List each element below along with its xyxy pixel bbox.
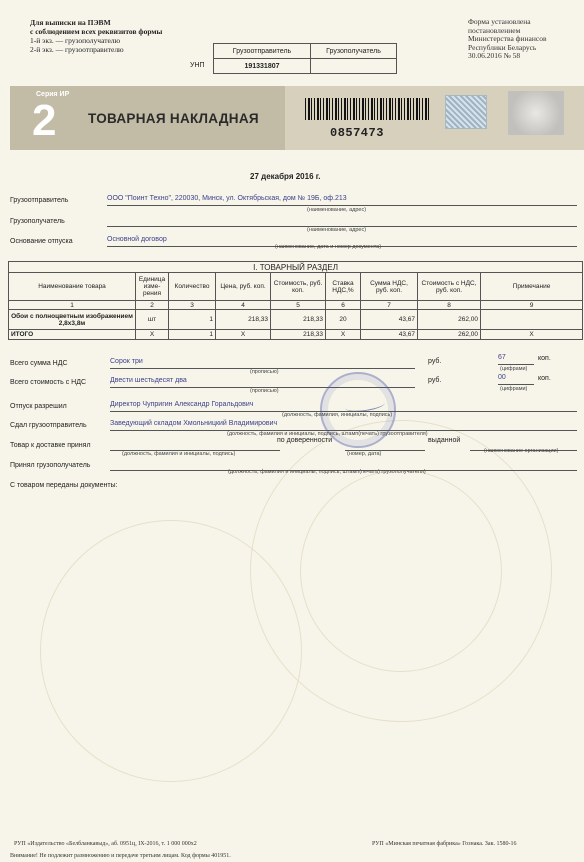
document-date: 27 декабря 2016 г. [250, 172, 321, 181]
basis-value: Основной договор [107, 236, 577, 247]
total-quantity: 1 [169, 330, 216, 340]
unp-table [213, 43, 397, 74]
received-label: Принял грузополучатель [10, 462, 91, 469]
barcode-icon [305, 98, 430, 120]
sum-total-label: Всего стоимость с НДС [10, 379, 87, 386]
copy1-line: 1-й экз. — грузополучателю [30, 36, 121, 45]
allowed-value: Директор Чупригин Александр Горальдович [110, 401, 577, 412]
cell-vat-rate: 20 [326, 310, 361, 330]
unp-col-consignee: Грузополучатель [311, 44, 397, 59]
shipper-value: ООО "Поинт Техно", 220030, Минск, ул. Октябрьская, дом № 19Б, оф.213 [107, 195, 577, 206]
goods-table [8, 261, 583, 340]
basis-label: Основание отпуска [10, 238, 73, 245]
table-row [9, 310, 583, 330]
sum-total-words: Двести шестьдесят два [110, 377, 415, 388]
header-quantity: Количество [169, 273, 216, 301]
unp-consignee-value [311, 59, 397, 74]
form-line5: 30.06.2016 № 58 [468, 51, 521, 60]
series-label: Серия ИР [36, 91, 70, 98]
header-name: Наименование товара [9, 273, 136, 301]
accepted-hint-org: (наименование организации) [484, 448, 559, 454]
consignee-hint: (наименование, адрес) [307, 227, 367, 233]
accepted-hint-number: (номер, дата) [347, 451, 382, 457]
cell-cost: 218,33 [271, 310, 326, 330]
unp-col-shipper: Грузоотправитель [214, 44, 311, 59]
pevm-line2: с соблюдением всех реквизитов формы [30, 27, 163, 36]
cell-name: Обои с полноцветным изображением 2,8х3,8м [9, 310, 136, 330]
background-swirl [300, 470, 502, 672]
vat-total-label: Всего сумма НДС [10, 360, 68, 367]
vat-kop-label: коп. [538, 355, 551, 362]
form-line4: Республики Беларусь [468, 42, 537, 52]
handed-value: Заведующий складом Хмольницкий Владимирович [110, 420, 577, 431]
header-instructions [30, 18, 162, 54]
security-pattern-icon [508, 91, 564, 135]
sum-rub-label: руб. [428, 377, 442, 384]
allowed-hint: (должность, фамилия, инициалы, подпись) [282, 412, 393, 418]
consignee-label: Грузополучатель [10, 218, 65, 225]
footer-note: Внимание! Не подлежит размножению и передаче третьим лицам. Код формы 401951. [10, 853, 231, 859]
shipper-hint: (наименование, адрес) [307, 207, 367, 213]
cell-quantity: 1 [169, 310, 216, 330]
footer-right: РУП «Минская печатная фабрика» Гознака. Зак. 1580-16 [372, 841, 517, 847]
total-price: Х [216, 330, 271, 340]
section-title: I. ТОВАРНЫЙ РАЗДЕЛ [9, 262, 583, 273]
by-proxy-label: по доверенности [277, 437, 333, 444]
table-number-row [9, 301, 583, 310]
vat-digits-hint: (цифрами) [500, 366, 528, 372]
sum-digits-hint: (цифрами) [500, 386, 528, 392]
consignee-value [107, 216, 577, 227]
col-number: 5 [271, 301, 326, 310]
col-number: 4 [216, 301, 271, 310]
form-line2: постановлением [468, 25, 521, 35]
received-hint: (должность, фамилия и инициалы, подпись, штамп(печать) грузополучателя) [228, 469, 426, 475]
col-number: 7 [361, 301, 418, 310]
header-price: Цена, руб. коп. [216, 273, 271, 301]
basis-hint: (наименование, дата и номер документа) [275, 244, 382, 250]
pevm-line1: Для выписки на ПЭВМ [30, 18, 111, 27]
document-title: ТОВАРНАЯ НАКЛАДНАЯ [88, 111, 259, 126]
documents-label: С товаром переданы документы: [10, 482, 118, 489]
col-number: 1 [9, 301, 136, 310]
total-cost: 218,33 [271, 330, 326, 340]
vat-rub-label: руб. [428, 358, 442, 365]
handed-hint: (должность, фамилия и инициалы, подпись, штамп(печать) грузоотправителя) [227, 431, 428, 437]
hologram-icon [445, 95, 487, 129]
header-note: Примечание [481, 273, 583, 301]
handed-label: Сдал грузоотправитель [10, 422, 87, 429]
total-unit: Х [136, 330, 169, 340]
table-header-row [9, 273, 583, 301]
issued-label: выданной [428, 437, 461, 444]
footer-left: РУП «Издательство «Белбланкавыд», аб. 0951ц, IX-2016, т. 1 000 000х2 [14, 841, 197, 847]
cell-vat-sum: 43,67 [361, 310, 418, 330]
accepted-label: Товар к доставке принял [10, 442, 91, 449]
header-vat-rate: Ставка НДС,% [326, 273, 361, 301]
allowed-label: Отпуск разрешил [10, 403, 67, 410]
total-label: ИТОГО [9, 330, 136, 340]
total-vat-rate: Х [326, 330, 361, 340]
accepted-hint-person: (должность, фамилия и инициалы, подпись) [122, 451, 236, 457]
header-cost: Стоимость, руб. коп. [271, 273, 326, 301]
unp-label: УНП [190, 62, 205, 69]
vat-kop-value: 67 [498, 354, 534, 365]
total-vat-sum: 43,67 [361, 330, 418, 340]
total-note: Х [481, 330, 583, 340]
series-number: 2 [32, 96, 57, 145]
vat-total-words: Сорок три [110, 358, 415, 369]
background-swirl [40, 520, 302, 782]
sum-kop-value: 00 [498, 374, 534, 385]
unp-shipper-value: 191331807 [214, 59, 311, 74]
col-number: 9 [481, 301, 583, 310]
cell-cost-vat: 262,00 [418, 310, 481, 330]
shipper-label: Грузоотправитель [10, 197, 69, 204]
header-unit: Единица изме-рения [136, 273, 169, 301]
col-number: 3 [169, 301, 216, 310]
sum-words-hint: (прописью) [250, 388, 279, 394]
col-number: 2 [136, 301, 169, 310]
form-line1: Форма установлена [468, 17, 531, 26]
cell-unit: шт [136, 310, 169, 330]
header-vat-sum: Сумма НДС, руб. коп. [361, 273, 418, 301]
col-number: 6 [326, 301, 361, 310]
proxy-number-line [345, 440, 425, 451]
total-cost-vat: 262,00 [418, 330, 481, 340]
table-total-row [9, 330, 583, 340]
cell-note [481, 310, 583, 330]
copy2-line: 2-й экз. — грузоотправителю [30, 45, 124, 54]
cell-price: 218,33 [216, 310, 271, 330]
document-number: 0857473 [330, 126, 384, 140]
sum-kop-label: коп. [538, 375, 551, 382]
form-line3: Министерства финансов [468, 34, 547, 43]
col-number: 8 [418, 301, 481, 310]
form-approval [468, 18, 547, 61]
header-cost-vat: Стоимость с НДС, руб. коп. [418, 273, 481, 301]
vat-words-hint: (прописью) [250, 369, 279, 375]
accepted-line [110, 440, 280, 451]
